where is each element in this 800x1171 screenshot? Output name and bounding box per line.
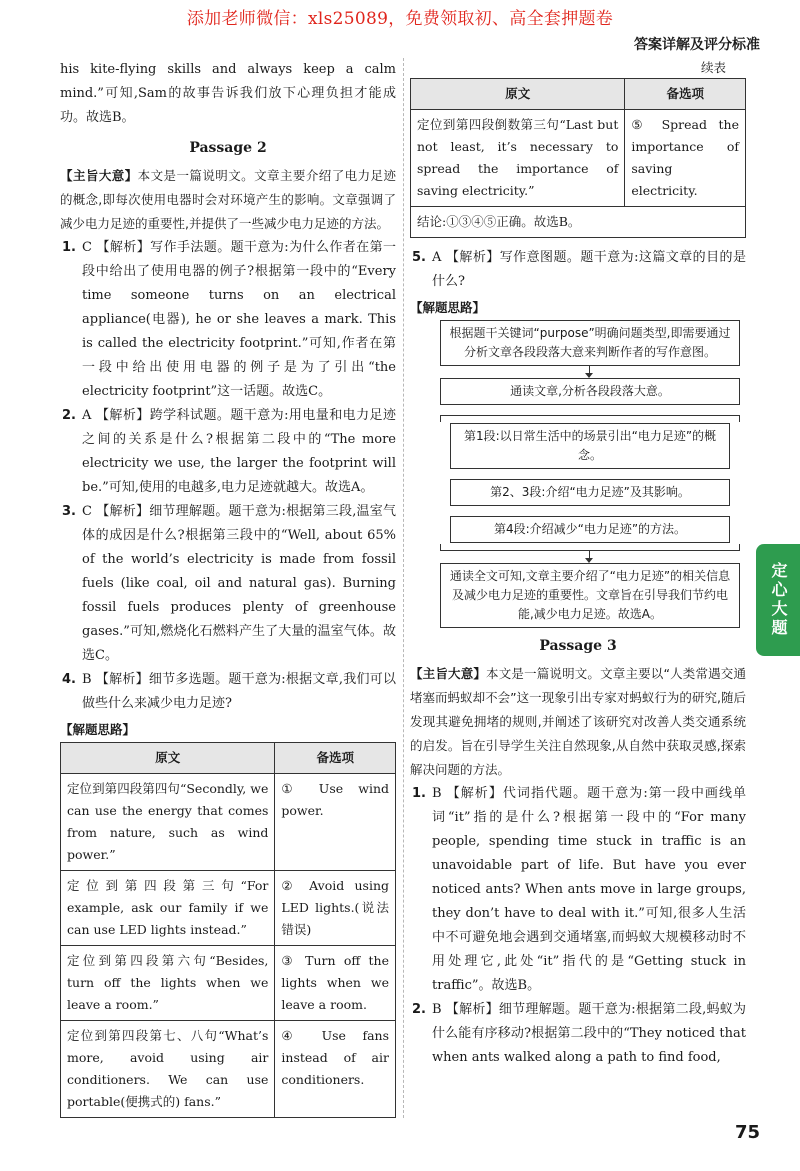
table-cell: 定位到第四段倒数第三句“Last but not least, it’s necessary to spread the importance of saving electricity.” [411, 110, 625, 207]
table-cell: 定位到第四段第七、八句“What’s more, avoid using air conditioners. We can use portable(便携式的) fans.” [61, 1021, 275, 1118]
passage-2-title: Passage 2 [189, 140, 267, 156]
table-row [61, 871, 396, 946]
flow-box-read: 通读文章,分析各段段落大意。 [440, 378, 740, 405]
table-conclusion: 结论:①③④⑤正确。故选B。 [411, 207, 746, 238]
table-header-source: 原文 [411, 79, 625, 110]
question-text: C 【解析】细节理解题。题干意为:根据第三段,温室气体的成因是什么?根据第三段中的“Well, about 65% of the world’s electricity is made from fossil fuels (like coal, oil and natural gas). Burning fossil fuels produces plenty of greenhouse gases.”可知,燃烧化石燃料产生了大量的温室气体。故选C。 [82, 504, 396, 663]
question-text: B 【解析】代词指代题。题干意为:第一段中画线单词“it”指的是什么?根据第一段中的“For many people, spending time stuck in traffic is an unavoidable part of life. But have you ever noticed ants? When ants move in large groups, they don’t have to deal with it.”可知,很多人生活中不可避免地会遇到交通堵塞,而蚂蚁大规模移动时不用处理它,此处“it”指代的是“Getting stuck in traffic”。故选B。 [432, 786, 746, 993]
table-header-option: 备选项 [275, 743, 396, 774]
flow-arrow [440, 551, 740, 563]
page-number: 75 [734, 1122, 760, 1143]
question-text: B 【解析】细节理解题。题干意为:根据第二段,蚂蚁为什么能有序移动?根据第二段中的“They noticed that when ants walked along a path to find food, [432, 1002, 746, 1065]
table-row [61, 774, 396, 871]
question-3 [60, 500, 396, 668]
table-cell: 定位到第四段第三句“For example, ask our family if we can use LED lights instead.” [61, 871, 275, 946]
passage-3-question-2 [410, 998, 746, 1070]
passage-3-question-1 [410, 782, 746, 998]
table-row [61, 1021, 396, 1118]
question-number: 1. [412, 786, 426, 801]
gist-text: 本文是一篇说明文。文章主要以“人类常遇交通堵塞而蚂蚁却不会”这一现象引出专家对蚂蚁行为的研究,随后发现其避免拥堵的规则,并阐述了该研究对改善人类交通系统的启发。旨在引导学生关注自然现象,从自然中获取灵感,探索解决问题的方法。 [410, 666, 746, 777]
flow-arrow [440, 366, 740, 378]
question-4 [60, 668, 396, 716]
question-number: 3. [62, 504, 76, 519]
question-number: 4. [62, 672, 76, 687]
analysis-table-continued [410, 78, 746, 238]
column-divider [403, 58, 404, 1118]
question-text: A 【解析】写作意图题。题干意为:这篇文章的目的是什么? [432, 250, 746, 289]
table-cell: ⑤ Spread the importance of saving electricity. [625, 110, 746, 207]
table-header-source: 原文 [61, 743, 275, 774]
table-continued-label: 续表 [700, 60, 726, 75]
solution-approach-label: 【解题思路】 [60, 722, 136, 737]
passage-3-title: Passage 3 [539, 638, 617, 654]
page-header-title: 答案详解及评分标准 [634, 37, 760, 53]
right-column [410, 58, 746, 1070]
flow-box-paragraph-2-3: 第2、3段:介绍“电力足迹”及其影响。 [450, 479, 730, 506]
gist-tag: 【主旨大意】 [410, 666, 487, 681]
question-text: B 【解析】细节多选题。题干意为:根据文章,我们可以做些什么来减少电力足迹? [82, 672, 396, 711]
gist-text: 本文是一篇说明文。文章主要介绍了电力足迹的概念,即每次使用电器时会对环境产生的影响。文章强调了减少电力足迹的重要性,并提供了一些减少电力足迹的方法。 [60, 168, 396, 231]
passage-3-gist [410, 662, 746, 782]
table-header-option: 备选项 [625, 79, 746, 110]
table-cell: 定位到第四段第六句“Besides, turn off the lights when we leave a room.” [61, 946, 275, 1021]
question-5 [410, 246, 746, 294]
flow-bracket-top [440, 415, 740, 417]
table-row [61, 946, 396, 1021]
table-cell: 定位到第四段第四句“Secondly, we can use the energy that comes from nature, such as wind power.” [61, 774, 275, 871]
table-row [411, 110, 746, 207]
table-header-row [411, 79, 746, 110]
table-header-row [61, 743, 396, 774]
table-cell: ④ Use fans instead of air conditioners. [275, 1021, 396, 1118]
question-number: 5. [412, 250, 426, 265]
question-1 [60, 236, 396, 404]
question-text: A 【解析】跨学科试题。题干意为:用电量和电力足迹之间的关系是什么?根据第二段中的“The more electricity we use, the larger the footprint will be.”可知,使用的电越多,电力足迹就越大。故选A。 [82, 408, 396, 495]
table-cell: ② Avoid using LED lights.(说法错误) [275, 871, 396, 946]
flow-box-paragraph-1: 第1段:以日常生活中的场景引出“电力足迹”的概念。 [450, 423, 730, 469]
question-number: 2. [62, 408, 76, 423]
question-number: 2. [412, 1002, 426, 1017]
gist-tag: 【主旨大意】 [60, 168, 138, 183]
flow-box-paragraph-4: 第4段:介绍减少“电力足迹”的方法。 [450, 516, 730, 543]
question-text: C 【解析】写作手法题。题干意为:为什么作者在第一段中给出了使用电器的例子?根据第一段中的“Every time someone turns on an electrical appliance(电器), he or she leaves a mark. This is called the electricity footprint.”可知,作者在第一段中给出使用电器的例子是为了引出“the electricity footprint”这一话题。故选C。 [82, 240, 396, 399]
flow-box-keyword: 根据题干关键词“purpose”明确问题类型,即需要通过分析文章各段段落大意来判断作者的写作意图。 [440, 320, 740, 366]
carryover-paragraph: his kite-flying skills and always keep a calm mind.”可知,Sam的故事告诉我们放下心理负担才能成功。故选B。 [60, 62, 396, 125]
table-cell: ③ Turn off the lights when we leave a room. [275, 946, 396, 1021]
table-conclusion-row [411, 207, 746, 238]
flow-box-conclusion: 通读全文可知,文章主要介绍了“电力足迹”的相关信息及减少电力足迹的重要性。文章旨在引导我们节约电能,减少电力足迹。故选A。 [440, 563, 740, 628]
question-2 [60, 404, 396, 500]
solution-approach-label: 【解题思路】 [410, 300, 486, 315]
left-column [60, 58, 396, 1118]
watermark-banner: 添加老师微信：xls25089，免费领取初、高全套押题卷 [186, 9, 614, 29]
section-side-tab: 定心大题 [756, 544, 800, 656]
passage-2-gist [60, 164, 396, 236]
reasoning-flowchart [440, 320, 740, 628]
question-number: 1. [62, 240, 76, 255]
table-cell: ① Use wind power. [275, 774, 396, 871]
analysis-table [60, 742, 396, 1118]
